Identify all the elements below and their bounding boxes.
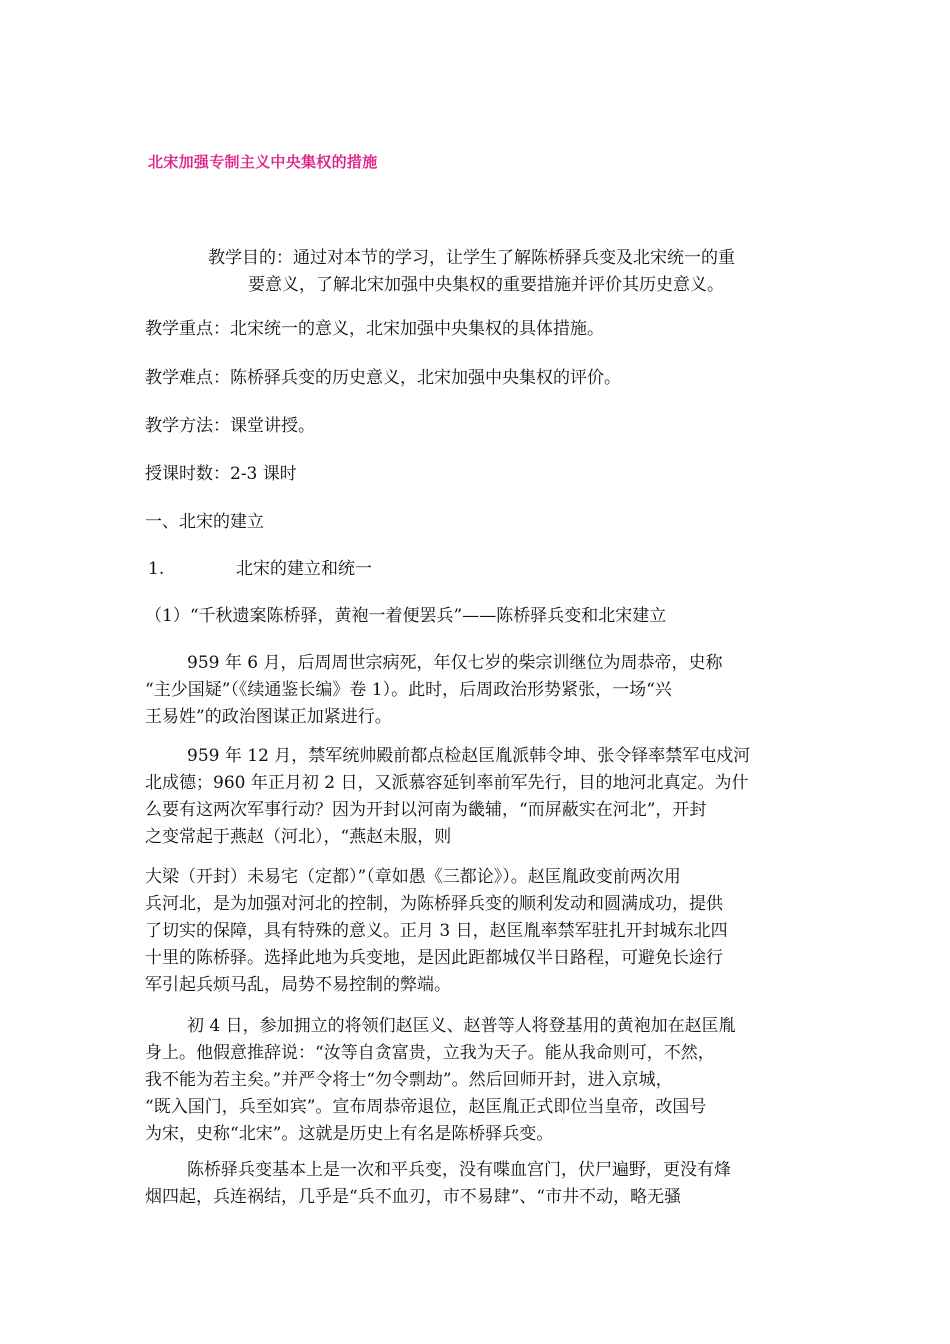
paragraph-line: 身上。他假意推辞说：“汝等自贪富贵，立我为天子。能从我命则可，不然， (145, 1043, 715, 1063)
teaching-hours: 授课时数：2-3 课时 (145, 464, 297, 484)
subsection-number: 1. (148, 559, 165, 579)
paragraph-line: 我不能为若主矣。”并严令将士“勿令剽劫”。然后回师开封，进入京城， (145, 1070, 673, 1090)
paragraph-line: 初 4 日，参加拥立的将领们赵匡义、赵普等人将登基用的黄袍加在赵匡胤 (187, 1016, 736, 1036)
objective-line: 要意义，了解北宋加强中央集权的重要措施并评价其历史意义。 (248, 275, 724, 295)
paragraph-line: 北成德；960 年正月初 2 日，又派慕容延钊率前军先行，目的地河北真定。为什 (145, 773, 749, 793)
body-paragraph (145, 864, 728, 999)
teaching-method: 教学方法：课堂讲授。 (145, 416, 315, 436)
objective-line: 教学目的：通过对本节的学习，让学生了解陈桥驿兵变及北宋统一的重 (208, 248, 735, 268)
subsection-heading (148, 556, 372, 583)
body-paragraph (145, 650, 722, 731)
paragraph-line: 么要有这两次军事行动？因为开封以河南为畿辅，“而屏蔽实在河北”，开封 (145, 800, 707, 820)
section-heading: 一、北宋的建立 (145, 512, 264, 532)
paragraph-line: 陈桥驿兵变基本上是一次和平兵变，没有喋血宫门，伏尸遍野，更没有烽 (187, 1160, 731, 1180)
paragraph-line: 军引起兵烦马乱，局势不易控制的弊端。 (145, 975, 451, 995)
paragraph-line: 959 年 12 月，禁军统帅殿前都点检赵匡胤派韩令坤、张令铎率禁军屯戍河 (187, 746, 751, 766)
paragraph-line: 为宋，史称“北宋”。这就是历史上有名是陈桥驿兵变。 (145, 1124, 554, 1144)
paragraph-line: 之变常起于燕赵（河北），“燕赵未服，则 (145, 827, 452, 847)
paragraph-line: 大梁（开封）未易宅（定都）”（章如愚《三都论》）。赵匡胤政变前两次用 (145, 867, 681, 887)
item-heading: （1）“千秋遗案陈桥驿，黄袍一着便罢兵”——陈桥驿兵变和北宋建立 (145, 606, 667, 626)
paragraph-line: 王易姓”的政治图谋正加紧进行。 (145, 707, 392, 727)
paragraph-line: 959 年 6 月，后周周世宗病死，年仅七岁的柴宗训继位为周恭帝，史称 (187, 653, 723, 673)
paragraph-line: 了切实的保障，具有特殊的意义。正月 3 日，赵匡胤率禁军驻扎开封城东北四 (145, 921, 728, 941)
paragraph-line: “既入国门，兵至如宾”。宣布周恭帝退位，赵匡胤正式即位当皇帝，改国号 (145, 1097, 707, 1117)
paragraph-line: 兵河北，是为加强对河北的控制，为陈桥驿兵变的顺利发动和圆满成功，提供 (145, 894, 723, 914)
subsection-title: 北宋的建立和统一 (236, 559, 372, 579)
body-paragraph (145, 1157, 731, 1211)
paragraph-line: 烟四起，兵连祸结，几乎是“兵不血刃，市不易肆”、“市井不动，略无骚 (145, 1187, 682, 1207)
paragraph-line: “主少国疑”（《续通鉴长编》卷 1）。此时，后周政治形势紧张，一场“兴 (145, 680, 672, 700)
body-paragraph (145, 1013, 736, 1148)
paragraph-line: 十里的陈桥驿。选择此地为兵变地，是因此距都城仅半日路程，可避免长途行 (145, 948, 723, 968)
document-title: 北宋加强专制主义中央集权的措施 (148, 153, 378, 171)
teaching-difficulty: 教学难点：陈桥驿兵变的历史意义，北宋加强中央集权的评价。 (145, 368, 621, 388)
body-paragraph (145, 743, 750, 851)
teaching-objective (208, 245, 735, 299)
teaching-key-point: 教学重点：北宋统一的意义，北宋加强中央集权的具体措施。 (145, 319, 604, 339)
